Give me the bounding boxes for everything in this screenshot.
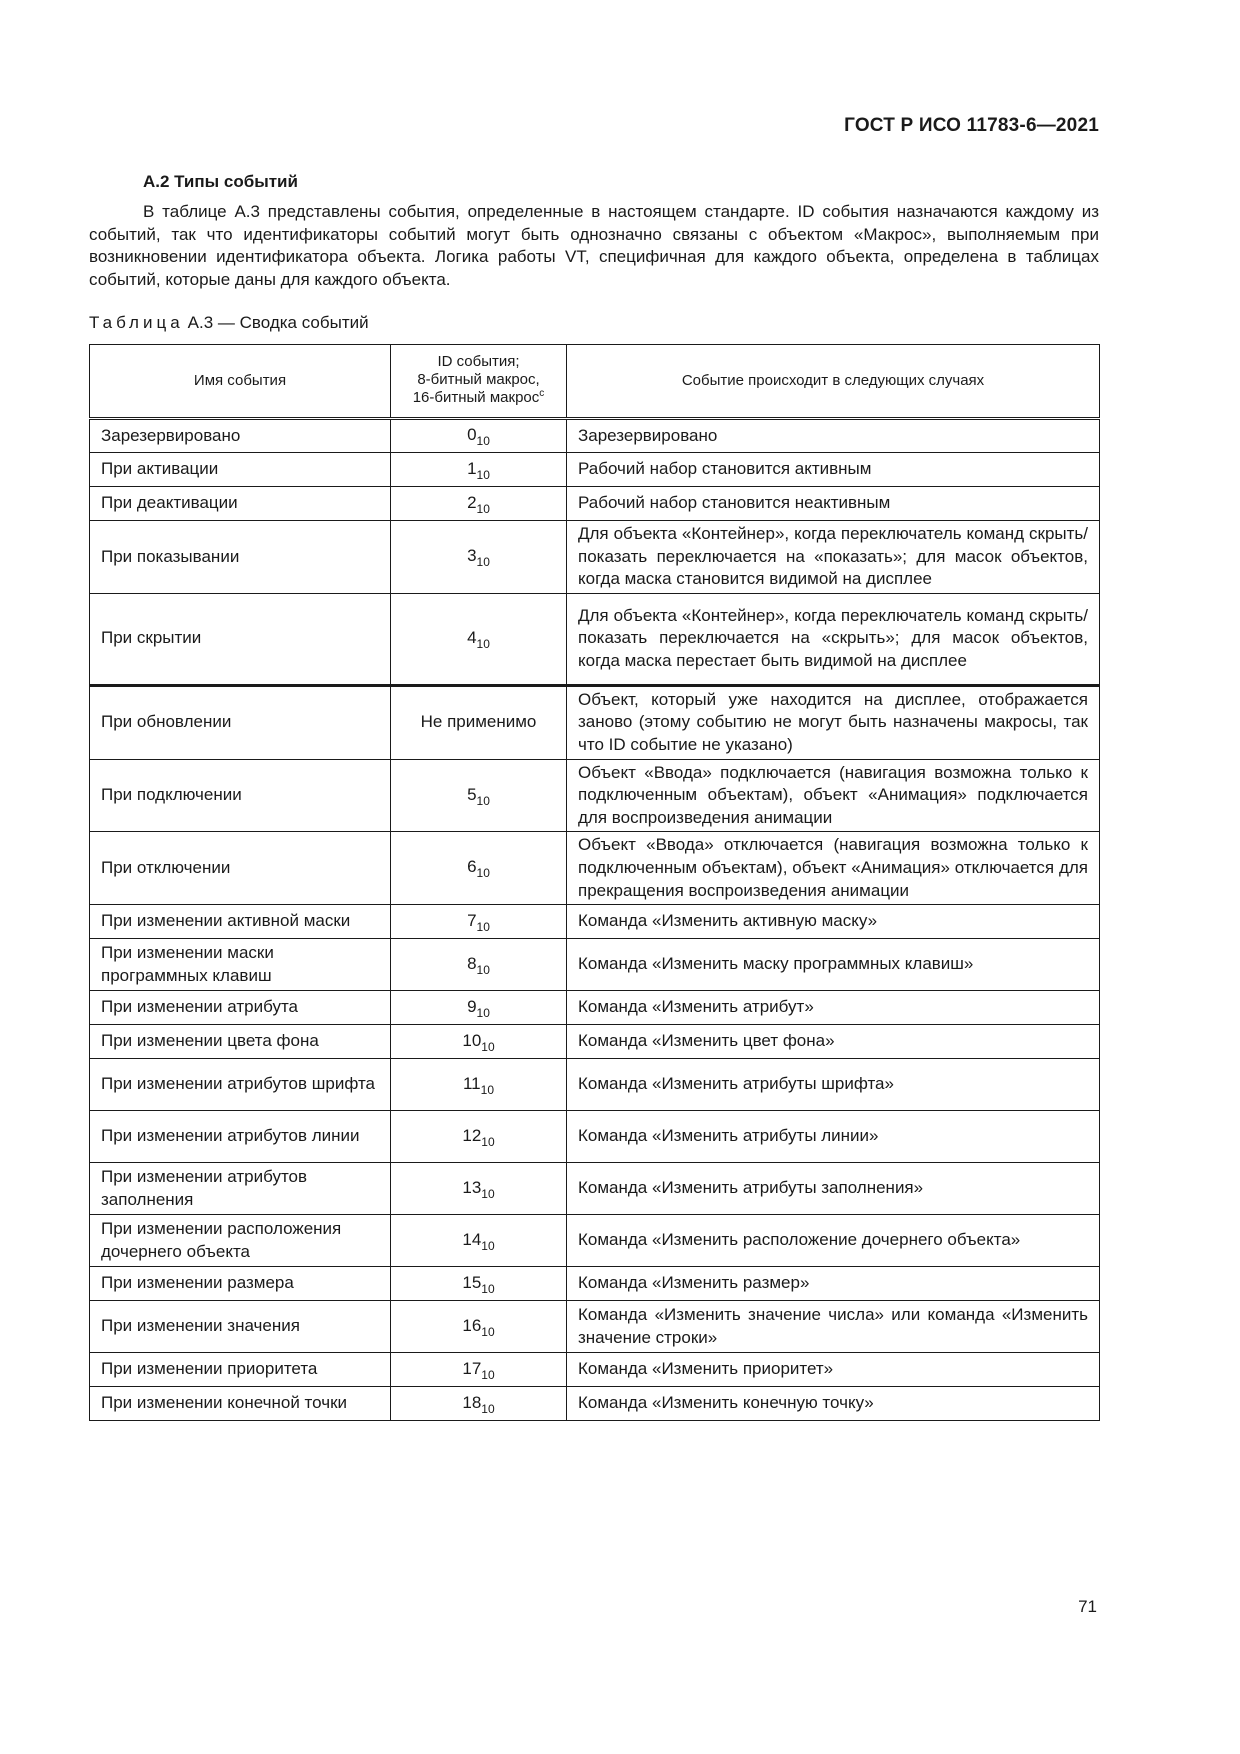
event-id-value: 5 xyxy=(467,784,477,804)
table-row xyxy=(90,1215,1100,1267)
cell-event-description: Объект «Ввода» отключается (навигация возможна только к подключенным объектам), объект «Анимация» отключается для прекращения воспроизведения анимации xyxy=(567,832,1100,905)
header-event-name: Имя события xyxy=(90,345,391,419)
table-caption xyxy=(89,313,369,333)
cell-event-id xyxy=(391,521,567,594)
cell-event-description: Команда «Изменить атрибуты заполнения» xyxy=(567,1163,1100,1215)
cell-event-id xyxy=(391,1163,567,1215)
cell-event-id xyxy=(391,1111,567,1163)
cell-event-name: При изменении значения xyxy=(90,1301,391,1353)
table-row xyxy=(90,453,1100,487)
header-id-line2: 8-битный макрос, xyxy=(417,371,540,388)
table-body xyxy=(90,419,1100,1421)
event-id-value: 3 xyxy=(467,546,477,566)
cell-event-description: Команда «Изменить атрибуты линии» xyxy=(567,1111,1100,1163)
cell-event-name: При изменении маски программных клавиш xyxy=(90,939,391,991)
event-id-base: 10 xyxy=(481,1134,495,1149)
cell-event-description: Объект, который уже находится на дисплее, отображается заново (этому событию не могут быть назначены макросы, так что ID событие не указано) xyxy=(567,685,1100,759)
cell-event-description: Рабочий набор становится активным xyxy=(567,453,1100,487)
cell-event-description: Зарезервировано xyxy=(567,419,1100,453)
table-header-row xyxy=(90,345,1100,419)
event-id-value: 2 xyxy=(467,492,477,512)
cell-event-name: Зарезервировано xyxy=(90,419,391,453)
cell-event-id xyxy=(391,939,567,991)
table-row xyxy=(90,1059,1100,1111)
cell-event-name: При изменении размера xyxy=(90,1267,391,1301)
cell-event-id xyxy=(391,1025,567,1059)
events-table xyxy=(89,344,1100,1421)
event-id-base: 10 xyxy=(481,1186,495,1201)
event-id-base: 10 xyxy=(481,1039,495,1054)
cell-event-description: Рабочий набор становится неактивным xyxy=(567,487,1100,521)
cell-event-name: При изменении приоритета xyxy=(90,1353,391,1387)
header-id-footnote: c xyxy=(539,388,545,399)
event-id-value: 14 xyxy=(462,1229,482,1249)
event-id-value: Не применимо xyxy=(420,712,537,732)
event-id-value: 18 xyxy=(462,1392,482,1412)
cell-event-description: Команда «Изменить расположение дочернего объекта» xyxy=(567,1215,1100,1267)
event-id-base: 10 xyxy=(476,636,490,651)
cell-event-name: При изменении активной маски xyxy=(90,905,391,939)
event-id-base: 10 xyxy=(481,1238,495,1253)
table-row xyxy=(90,1301,1100,1353)
section-title: А.2 Типы событий xyxy=(143,172,298,191)
cell-event-name: При изменении атрибутов заполнения xyxy=(90,1163,391,1215)
table-row xyxy=(90,1387,1100,1421)
cell-event-name: При изменении конечной точки xyxy=(90,1387,391,1421)
cell-event-id xyxy=(391,1267,567,1301)
document-header: ГОСТ Р ИСО 11783-6—2021 xyxy=(844,115,1099,136)
table-row xyxy=(90,685,1100,759)
cell-event-name: При обновлении xyxy=(90,685,391,759)
event-id-base: 10 xyxy=(476,467,490,482)
table-row xyxy=(90,1025,1100,1059)
cell-event-id xyxy=(391,685,567,759)
event-id-value: 4 xyxy=(467,627,477,647)
event-id-base: 10 xyxy=(476,962,490,977)
cell-event-name: При активации xyxy=(90,453,391,487)
cell-event-name: При отключении xyxy=(90,832,391,905)
table-row xyxy=(90,593,1100,685)
event-id-value: 11 xyxy=(462,1073,481,1093)
cell-event-id xyxy=(391,1353,567,1387)
event-id-value: 6 xyxy=(467,857,477,877)
event-id-value: 12 xyxy=(462,1125,482,1145)
cell-event-id xyxy=(391,1387,567,1421)
table-row xyxy=(90,487,1100,521)
cell-event-description: Команда «Изменить конечную точку» xyxy=(567,1387,1100,1421)
cell-event-name: При показывании xyxy=(90,521,391,594)
cell-event-id xyxy=(391,593,567,685)
event-id-value: 15 xyxy=(462,1272,482,1292)
event-id-base: 10 xyxy=(481,1281,495,1296)
cell-event-description: Команда «Изменить размер» xyxy=(567,1267,1100,1301)
cell-event-id xyxy=(391,453,567,487)
event-id-value: 17 xyxy=(462,1358,482,1378)
cell-event-id xyxy=(391,1301,567,1353)
cell-event-id xyxy=(391,991,567,1025)
table-row xyxy=(90,759,1100,832)
event-id-value: 16 xyxy=(462,1315,482,1335)
event-id-base: 10 xyxy=(481,1324,495,1339)
cell-event-name: При подключении xyxy=(90,759,391,832)
event-id-base: 10 xyxy=(476,501,490,516)
cell-event-description: Для объекта «Контейнер», когда переключатель команд скрыть/показать переключается на «скрыть»; для масок объектов, когда маска перестает быть видимой на дисплее xyxy=(567,593,1100,685)
header-id-line3: 16-битный макрос xyxy=(412,389,540,406)
event-id-value: 13 xyxy=(462,1177,482,1197)
event-id-base: 10 xyxy=(476,919,490,934)
event-id-value: 9 xyxy=(467,996,477,1016)
table-row xyxy=(90,832,1100,905)
event-id-value: 0 xyxy=(467,425,477,445)
cell-event-name: При изменении атрибутов линии xyxy=(90,1111,391,1163)
table-row xyxy=(90,1111,1100,1163)
event-id-base: 10 xyxy=(481,1401,495,1416)
event-id-base: 10 xyxy=(476,866,490,881)
cell-event-description: Команда «Изменить цвет фона» xyxy=(567,1025,1100,1059)
table-row xyxy=(90,1163,1100,1215)
cell-event-id xyxy=(391,1215,567,1267)
table-row xyxy=(90,939,1100,991)
cell-event-id xyxy=(391,1059,567,1111)
event-id-value: 7 xyxy=(467,910,477,930)
cell-event-description: Команда «Изменить атрибуты шрифта» xyxy=(567,1059,1100,1111)
table-row xyxy=(90,991,1100,1025)
event-id-base: 10 xyxy=(476,434,490,449)
event-id-base: 10 xyxy=(481,1367,495,1382)
cell-event-name: При изменении атрибута xyxy=(90,991,391,1025)
table-caption-label: Таблица xyxy=(89,313,184,332)
cell-event-id xyxy=(391,419,567,453)
cell-event-description: Команда «Изменить значение числа» или команда «Изменить значение строки» xyxy=(567,1301,1100,1353)
table-row xyxy=(90,1267,1100,1301)
cell-event-description: Для объекта «Контейнер», когда переключатель команд скрыть/показать переключается на «показать»; для масок объектов, когда маска становится видимой на дисплее xyxy=(567,521,1100,594)
cell-event-description: Команда «Изменить маску программных клавиш» xyxy=(567,939,1100,991)
cell-event-name: При скрытии xyxy=(90,593,391,685)
section-paragraph: В таблице А.3 представлены события, определенные в настоящем стандарте. ID события назначаются каждому из событий, так что идентификаторы событий могут быть однозначно связаны с объектом «Макрос», выполняемым при возникновении идентификатора объекта. Логика работы VT, специфичная для каждого объекта, определена в таблицах событий, которые даны для каждого объекта. xyxy=(89,202,1099,289)
header-event-id xyxy=(391,345,567,419)
cell-event-id xyxy=(391,905,567,939)
cell-event-name: При изменении расположения дочернего объекта xyxy=(90,1215,391,1267)
cell-event-name: При деактивации xyxy=(90,487,391,521)
cell-event-id xyxy=(391,487,567,521)
cell-event-id xyxy=(391,832,567,905)
event-id-base: 10 xyxy=(476,793,490,808)
event-id-value: 10 xyxy=(462,1030,482,1050)
cell-event-description: Объект «Ввода» подключается (навигация возможна только к подключенным объектам), объект «Анимация» подключается для воспроизведения анимации xyxy=(567,759,1100,832)
cell-event-description: Команда «Изменить атрибут» xyxy=(567,991,1100,1025)
page-number: 71 xyxy=(1078,1597,1097,1616)
cell-event-description: Команда «Изменить активную маску» xyxy=(567,905,1100,939)
table-caption-text: А.3 — Сводка событий xyxy=(187,313,369,332)
header-id-line1: ID события; xyxy=(437,353,520,370)
cell-event-description: Команда «Изменить приоритет» xyxy=(567,1353,1100,1387)
event-id-base: 10 xyxy=(480,1082,494,1097)
cell-event-id xyxy=(391,759,567,832)
table-row xyxy=(90,419,1100,453)
event-id-base: 10 xyxy=(476,555,490,570)
event-id-value: 1 xyxy=(467,458,477,478)
cell-event-name: При изменении атрибутов шрифта xyxy=(90,1059,391,1111)
header-event-when: Событие происходит в следующих случаях xyxy=(567,345,1100,419)
table-row xyxy=(90,521,1100,594)
event-id-base: 10 xyxy=(476,1005,490,1020)
table-row xyxy=(90,905,1100,939)
event-id-value: 8 xyxy=(467,953,477,973)
cell-event-name: При изменении цвета фона xyxy=(90,1025,391,1059)
table-row xyxy=(90,1353,1100,1387)
